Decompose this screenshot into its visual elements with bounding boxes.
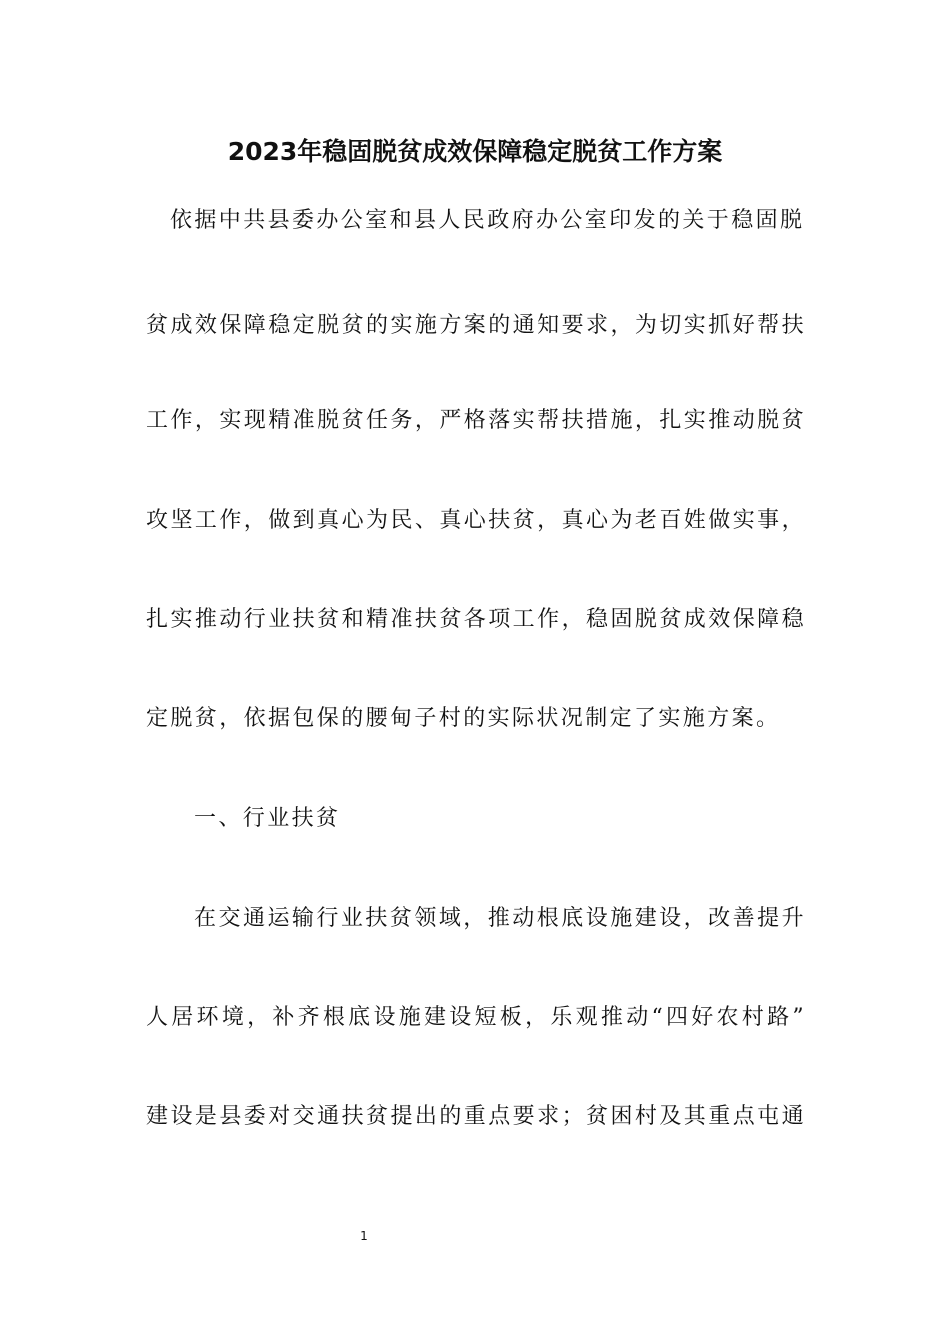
paragraph-line: 定脱贫，依据包保的腰甸子村的实际状况制定了实施方案。 — [146, 706, 781, 731]
paragraph-line: 扎实推动行业扶贫和精准扶贫各项工作，稳固脱贫成效保障稳 — [146, 607, 806, 632]
section-heading: 一、行业扶贫 — [194, 806, 341, 831]
page-number: 1 — [360, 1229, 368, 1243]
paragraph-line: 建设是县委对交通扶贫提出的重点要求；贫困村及其重点屯通 — [146, 1104, 806, 1129]
paragraph-line: 工作，实现精准脱贫任务，严格落实帮扶措施，扎实推动脱贫 — [146, 408, 806, 433]
paragraph-line: 依据中共县委办公室和县人民政府办公室印发的关于稳固脱 — [170, 208, 805, 233]
paragraph-line: 贫成效保障稳定脱贫的实施方案的通知要求，为切实抓好帮扶 — [146, 313, 806, 338]
paragraph-line: 在交通运输行业扶贫领域，推动根底设施建设，改善提升 — [194, 906, 806, 931]
paragraph-line: 人居环境，补齐根底设施建设短板，乐观推动“四好农村路” — [146, 1005, 806, 1030]
document-title: 2023年稳固脱贫成效保障稳定脱贫工作方案 — [227, 137, 723, 166]
paragraph-line: 攻坚工作，做到真心为民、真心扶贫，真心为老百姓做实事， — [146, 508, 806, 533]
